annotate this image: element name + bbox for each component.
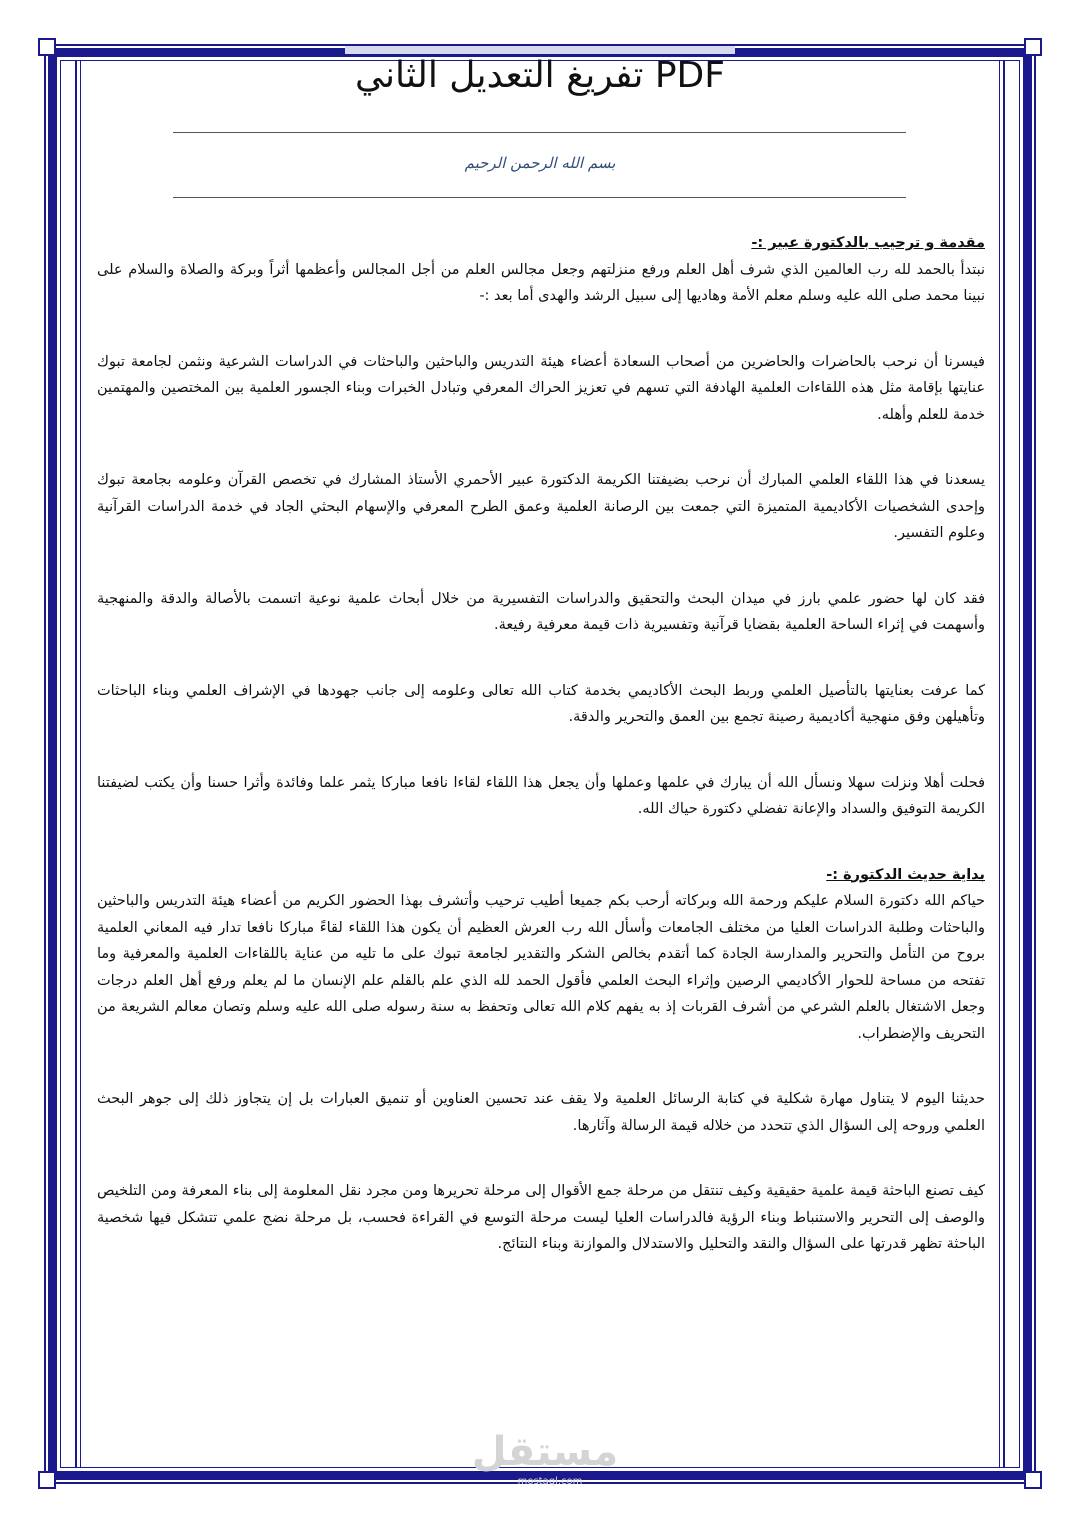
document-title: تفريغ التعديل الثاني PDF — [355, 55, 725, 96]
paragraph: كما عرفت بعنايتها بالتأصيل العلمي وربط البحث الأكاديمي بخدمة كتاب الله تعالى وعلومه إلى جانب جهودها في الإشراف العلمي وبناء الباحثات وتأهيلهن وفق منهجية أكاديمية رصينة تجمع بين العمق والتحرير والدقة. — [97, 682, 985, 725]
border-rail-right — [1003, 60, 1005, 1468]
paragraph: يسعدنا في هذا اللقاء العلمي المبارك أن نرحب بضيفتنا الكريمة الدكتورة عبير الأحمري الأستاذ المشارك في تخصص القرآن وعلومه بجامعة تبوك وإحدى الشخصيات الأكاديمية المتميزة التي جمعت بين الرصانة العلمية وعمق الطرح المعرفي والإسهام البحثي الجاد في خدمة الدراسات القرآنية وعلوم التفسير. — [97, 472, 985, 541]
border-corner-bottom-right — [1024, 1471, 1042, 1489]
section-heading-intro: مقدمة و ترحيب بالدكتورة عبير :- — [751, 235, 985, 251]
border-rail-right-thin — [999, 60, 1000, 1468]
title-rule-top — [173, 132, 906, 133]
section-heading-talk: بداية حديث الدكتورة :- — [826, 866, 985, 883]
document-body — [97, 230, 985, 1297]
paragraph: فحلت أهلا ونزلت سهلا ونسأل الله أن يبارك في علمها وعملها وأن يجعل هذا اللقاء لقاءا نافعا مباركا يثمر علما وفائدة وأثرا حسنا وأن يكتب لضيفتنا الكريمة التوفيق والسداد والإعانة تفضلي دكتورة حياك الله. — [97, 774, 985, 817]
paragraph: حديثنا اليوم لا يتناول مهارة شكلية في كتابة الرسائل العلمية ولا يقف عند تحسين العناوين أو تنميق العبارات بل إن يتجاوز ذلك إلى جوهر البحث العلمي وروحه إلى السؤال الذي تتحدد من خلاله قيمة الرسالة وآثارها. — [97, 1091, 985, 1134]
watermark-url: mostaql.com — [517, 1476, 583, 1487]
paragraph: نبتدأ بالحمد لله رب العالمين الذي شرف أهل العلم ورفع منزلتهم وجعل مجالس العلم من أجل المجالس وأعظمها أثراً وبركة والصلاة والسلام على نبينا محمد صلى الله عليه وسلم معلم الأمة وهاديها إلى سبيل الرشد والهدى أما بعد :- — [97, 261, 985, 304]
paragraph: كيف تصنع الباحثة قيمة علمية حقيقية وكيف تنتقل من مرحلة جمع الأقوال إلى مرحلة تحريرها ومن مجرد نقل المعلومة إلى بناء المعرفة ومن التلخيص والوصف إلى التحرير والاستنباط وبناء الرؤية فالدراسات العليا ليست مرحلة التوسع في القراءة فحسب، بل مرحلة نضج علمي تتشكل فيها شخصية الباحثة تظهر قدرتها على السؤال والنقد والتحليل والاستدلال والموازنة وبناء النتائج. — [97, 1183, 985, 1252]
paragraph: حياكم الله دكتورة السلام عليكم ورحمة الله وبركاته أرحب بكم جميعا أطيب ترحيب وأتشرف بهذا الحضور الكريم من أعضاء هيئة التدريس والباحثين والباحثات وطلبة الدراسات العليا من مختلف الجامعات وأسأل الله رب العرش العظيم أن يكون هذا اللقاء لقاءً مباركا نافعا تدار فيه المعاني العلمية بروح من التأمل والتحرير والمدارسة الجادة كما أتقدم بخالص الشكر والتقدير لجامعة تبوك على ما تليه من عناية باللقاءات العلمية والمعرفية وما تفتحه من مساحة للحوار الأكاديمي الرصين وإثراء البحث العلمي فأقول الحمد لله الذي علم بالقلم علم الإنسان ما لم يعلم ورفع أهل العلم درجات وجعل الاشتغال بالعلم الشرعي من أشرف القربات إذ به يفهم كلام الله تعالى وتحفظ به سنة رسوله صلى الله عليه وسلم وتصان معالم الشريعة من التحريف والإضطراب. — [97, 893, 985, 1042]
title-rule-bottom — [173, 197, 906, 198]
paragraph: فيسرنا أن نرحب بالحاضرات والحاضرين من أصحاب السعادة أعضاء هيئة التدريس والباحثين والباحثات في الدراسات الشرعية ونثمن لجامعة تبوك عنايتها بإقامة مثل هذه اللقاءات العلمية الهادفة التي تسهم في تعزيز الحراك المعرفي وتبادل الخبرات وبناء الجسور العلمية بين المختصين والمهتمين خدمة للعلم وأهله. — [97, 353, 985, 423]
border-rail-left-thin — [80, 60, 81, 1468]
border-corner-top-left — [38, 38, 56, 56]
watermark-logo: مستقل — [471, 1429, 619, 1475]
basmala: بسم الله الرحمن الرحيم — [464, 154, 616, 172]
border-corner-bottom-left — [38, 1471, 56, 1489]
paragraph: فقد كان لها حضور علمي بارز في ميدان البحث والتحقيق والدراسات التفسيرية من خلال أبحاث علمية نوعية اتسمت بالأصالة والدقة والمنهجية وأسهمت في إثراء الساحة العلمية بقضايا قرآنية وتفسيرية ذات قيمة معرفية رفيعة. — [97, 590, 985, 633]
border-rail-left — [75, 60, 77, 1468]
border-corner-top-right — [1024, 38, 1042, 56]
